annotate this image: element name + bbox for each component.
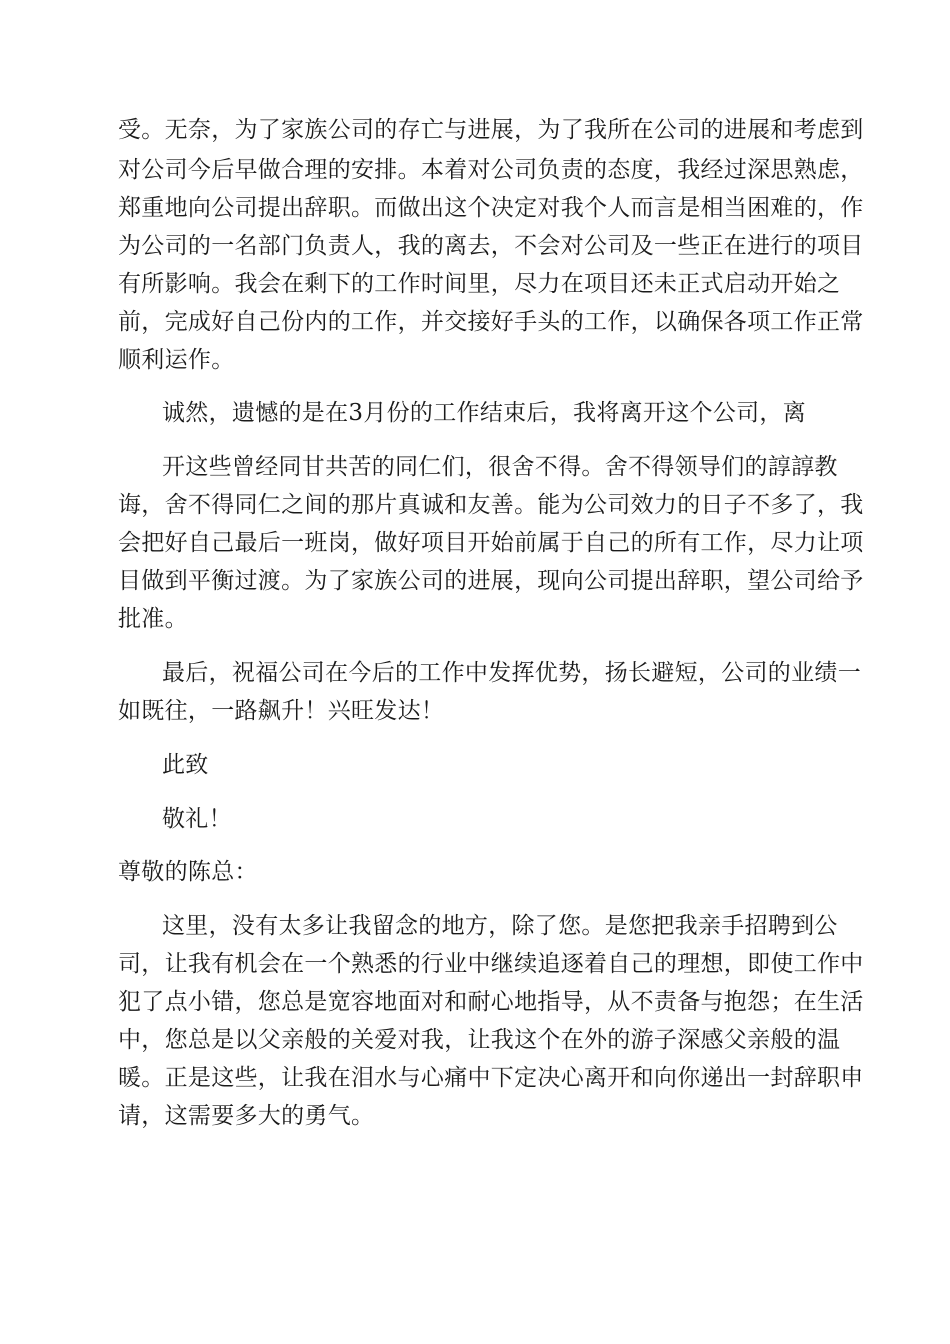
paragraph-3-line-4: 目做到平衡过渡。为了家族公司的进展，现向公司提出辞职，望公司给予 [118, 568, 864, 594]
paragraph-1-line-4: 为公司的一名部门负责人，我的离去，不会对公司及一些正在进行的项目 [118, 233, 864, 259]
paragraph-1-line-1: 受。无奈，为了家族公司的存亡与进展，为了我所在公司的进展和考虑到 [118, 117, 864, 143]
paragraph-5-line-1: 这里，没有太多让我留念的地方，除了您。是您把我亲手招聘到公 [162, 913, 838, 939]
paragraph-1-line-2: 对公司今后早做合理的安排。本着对公司负责的态度，我经过深思熟虑， [118, 157, 864, 183]
paragraph-2: 诚然，遗憾的是在3月份的工作结束后，我将离开这个公司，离 [162, 400, 807, 426]
paragraph-4-line-2: 如既往，一路飙升！兴旺发达！ [118, 698, 445, 724]
paragraph-1-line-3: 郑重地向公司提出辞职。而做出这个决定对我个人而言是相当困难的，作 [118, 195, 864, 221]
paragraph-3-line-1: 开这些曾经同甘共苦的同仁们，很舍不得。舍不得领导们的諄諄教 [162, 454, 838, 480]
paragraph-1-line-5: 有所影响。我会在剩下的工作时间里，尽力在项目还未正式启动开始之 [118, 271, 841, 297]
paragraph-3-line-2: 诲，舍不得同仁之间的那片真诚和友善。能为公司效力的日子不多了，我 [118, 492, 864, 518]
paragraph-1-line-6: 前，完成好自己份内的工作，并交接好手头的工作，以确保各项工作正常 [118, 309, 864, 335]
paragraph-5-line-3: 犯了点小错，您总是宽容地面对和耐心地指导，从不责备与抱怨；在生活 [118, 989, 864, 1015]
closing-jing-li: 敬礼！ [162, 806, 232, 832]
paragraph-1-line-7: 顺利运作。 [118, 347, 235, 373]
paragraph-5-line-4: 中，您总是以父亲般的关爱对我，让我这个在外的游子深感父亲般的温 [118, 1027, 841, 1053]
closing-ci-zhi: 此致 [162, 752, 209, 778]
paragraph-5-line-5: 暖。正是这些，让我在泪水与心痛中下定决心离开和向你递出一封辞职申 [118, 1065, 864, 1091]
paragraph-3-line-3: 会把好自己最后一班岗，做好项目开始前属于自己的所有工作，尽力让项 [118, 530, 864, 556]
paragraph-5-line-2: 司，让我有机会在一个熟悉的行业中继续追逐着自己的理想，即使工作中 [118, 951, 864, 977]
paragraph-3-line-5: 批准。 [118, 606, 188, 632]
paragraph-4-line-1: 最后，祝福公司在今后的工作中发挥优势，扬长避短，公司的业绩一 [162, 660, 861, 686]
salutation: 尊敬的陈总： [118, 859, 258, 885]
paragraph-5-line-6: 请，这需要多大的勇气。 [118, 1103, 375, 1129]
